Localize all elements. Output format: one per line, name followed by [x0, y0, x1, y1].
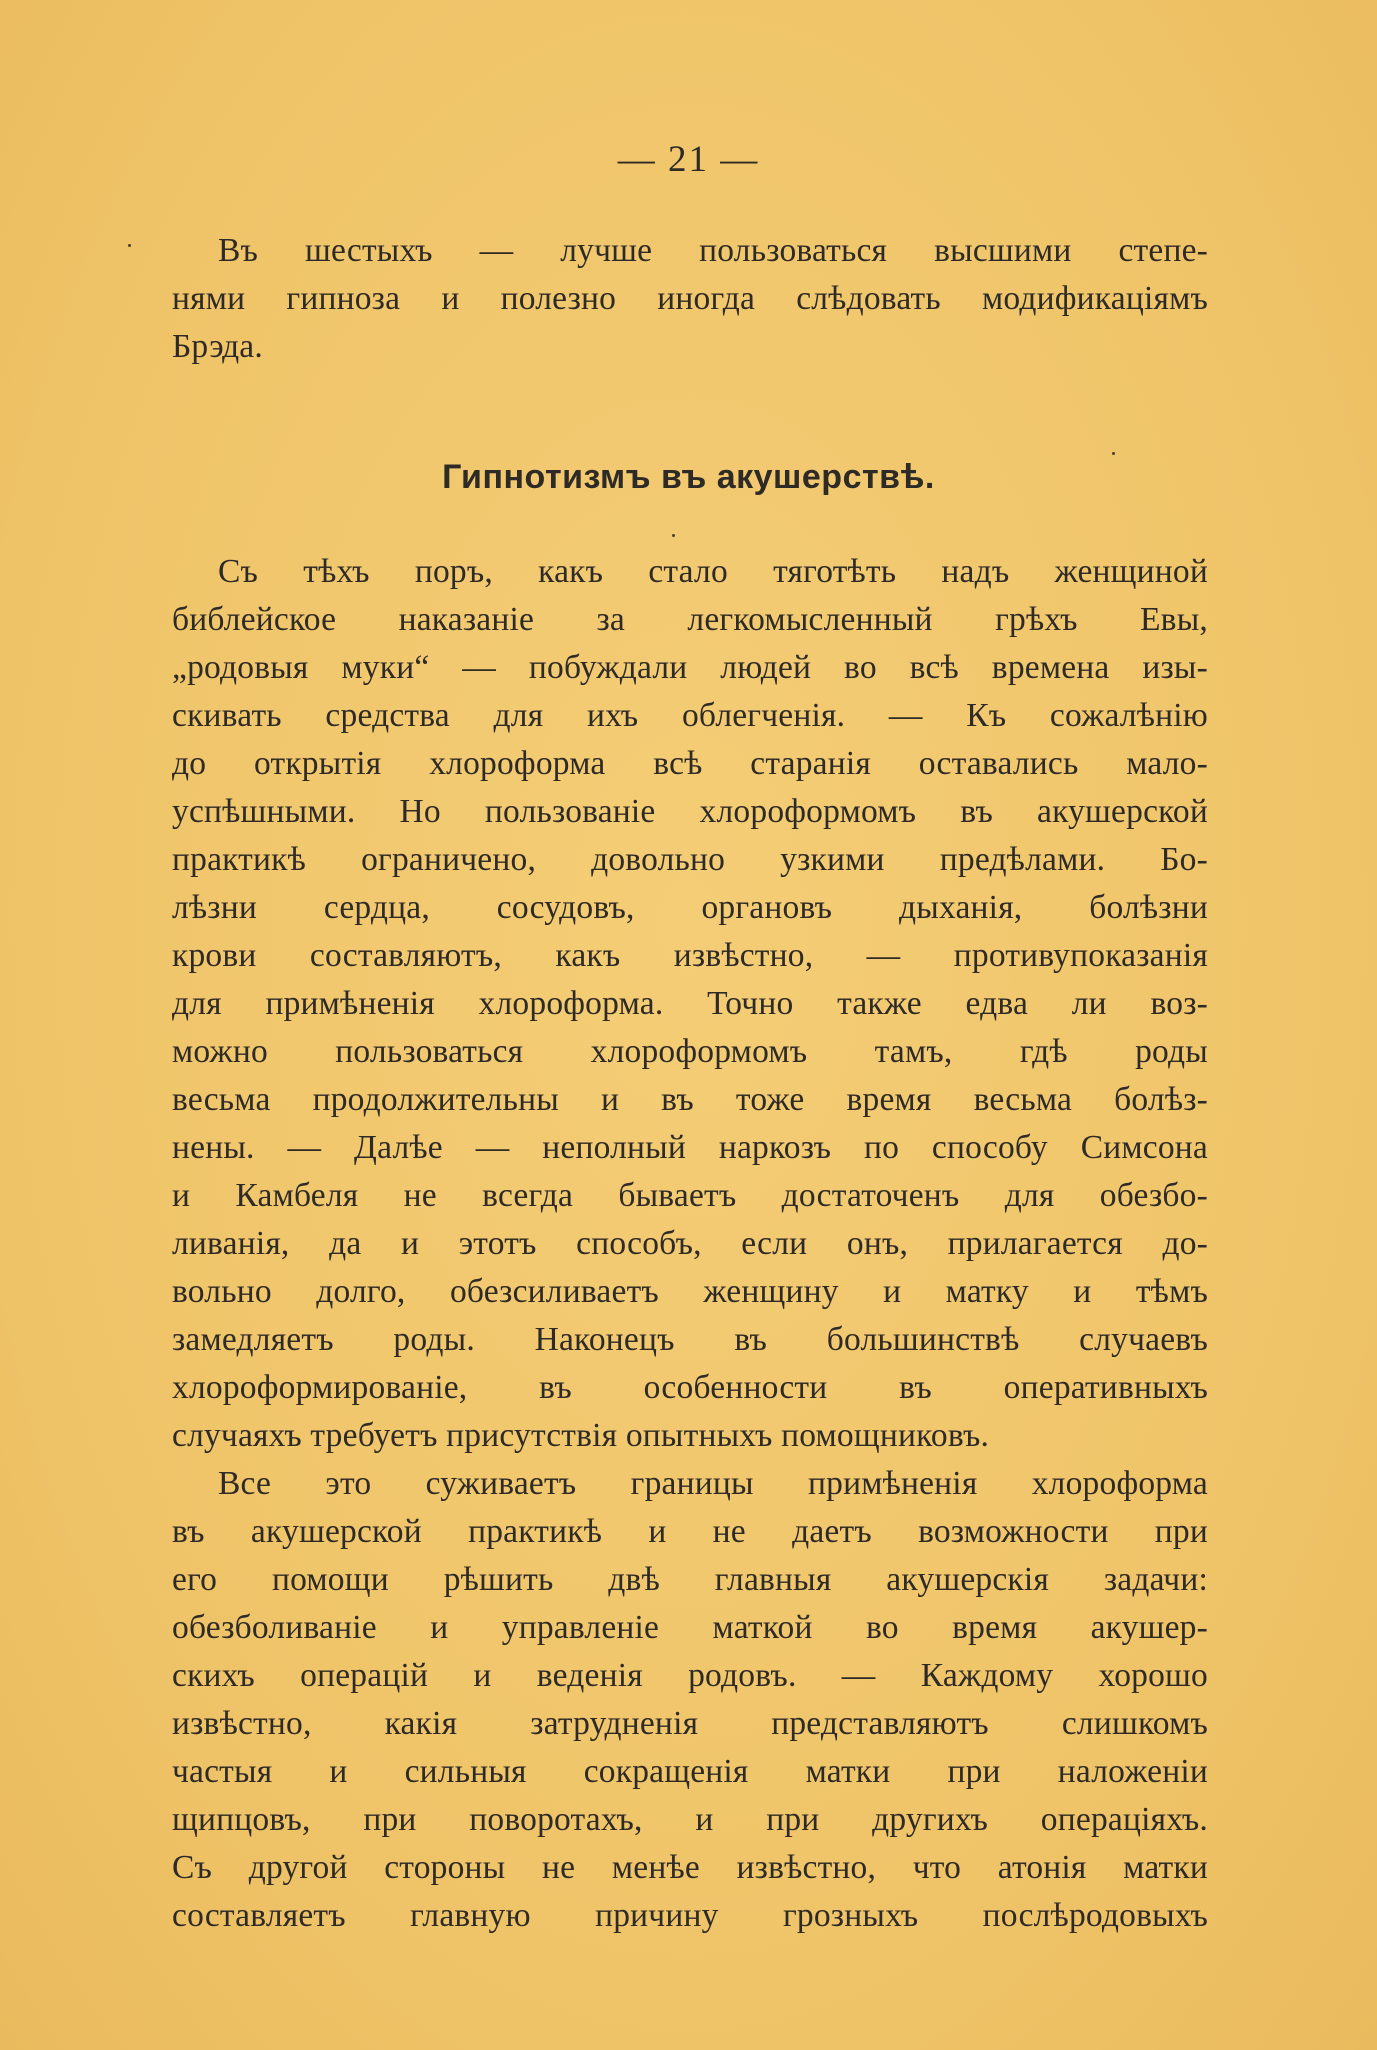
text-line: нены. — Далѣе — неполный наркозъ по способу Симсона [172, 1129, 1208, 1166]
text-line: Съ другой стороны не менѣе извѣстно, что атонiя матки [172, 1849, 1208, 1886]
text-line: его помощи рѣшить двѣ главныя акушерскiя задачи: [172, 1561, 1208, 1598]
text-line: весьма продолжительны и въ тоже время весьма болѣз- [172, 1081, 1208, 1118]
text-line: щипцовъ, при поворотахъ, и при другихъ операцiяхъ. [172, 1801, 1208, 1838]
text-line: и Камбеля не всегда бываетъ достаточенъ для обезбо- [172, 1177, 1208, 1214]
text-line: библейское наказанiе за легкомысленный грѣхъ Евы, [172, 601, 1208, 638]
text-line: въ акушерской практикѣ и не даетъ возможности при [172, 1513, 1208, 1550]
text-line: успѣшными. Но пользованiе хлороформомъ въ акушерской [172, 793, 1208, 830]
text-line: частыя и сильныя сокращенiя матки при наложенiи [172, 1753, 1208, 1790]
body-text [172, 548, 1208, 1940]
text-line: „родовыя муки“ — побуждали людей во всѣ времена изы- [172, 649, 1208, 686]
text-line: замедляетъ роды. Наконецъ въ большинствѣ случаевъ [172, 1321, 1208, 1358]
text-line: нями гипноза и полезно иногда слѣдовать модификацiямъ [172, 280, 1208, 317]
text-line: практикѣ ограничено, довольно узкими предѣлами. Бо- [172, 841, 1208, 878]
text-line: до открытiя хлороформа всѣ старанiя оставались мало- [172, 745, 1208, 782]
text-line: ливанiя, да и этотъ способъ, если онъ, прилагается до- [172, 1225, 1208, 1262]
text-line: обезболиванiе и управленiе маткой во время акушер- [172, 1609, 1208, 1646]
paper-speck [672, 534, 675, 537]
text-line: хлороформированiе, въ особенности въ оперативныхъ [172, 1369, 1208, 1406]
text-line: Брэда. [172, 328, 263, 365]
text-line: Въ шестыхъ — лучше пользоваться высшими степе- [218, 232, 1208, 269]
paper-speck [128, 244, 131, 247]
text-line: Все это суживаетъ границы примѣненiя хлороформа [218, 1465, 1208, 1502]
text-line: скивать средства для ихъ облегченiя. — Къ сожалѣнiю [172, 697, 1208, 734]
text-line: Съ тѣхъ поръ, какъ стало тяготѣть надъ женщиной [218, 553, 1208, 590]
text-line: скихъ операцiй и веденiя родовъ. — Каждому хорошо [172, 1657, 1208, 1694]
text-line: можно пользоваться хлороформомъ тамъ, гдѣ роды [172, 1033, 1208, 1070]
text-line: случаяхъ требуетъ присутствiя опытныхъ помощниковъ. [172, 1417, 990, 1454]
page-number: — 21 — [617, 139, 760, 180]
text-line: для примѣненiя хлороформа. Точно также едва ли воз- [172, 985, 1208, 1022]
text-line: извѣстно, какiя затрудненiя представляютъ слишкомъ [172, 1705, 1208, 1742]
intro-paragraph [172, 227, 1208, 371]
paper-speck [1112, 452, 1115, 455]
text-line: крови составляютъ, какъ извѣстно, — противупоказанiя [172, 937, 1208, 974]
text-line: составляетъ главную причину грозныхъ послѣродовыхъ [172, 1897, 1208, 1934]
section-heading: Гипнотизмъ въ акушерствѣ. [442, 458, 935, 496]
text-line: вольно долго, обезсиливаетъ женщину и матку и тѣмъ [172, 1273, 1208, 1310]
text-line: лѣзни сердца, сосудовъ, органовъ дыханiя, болѣзни [172, 889, 1208, 926]
